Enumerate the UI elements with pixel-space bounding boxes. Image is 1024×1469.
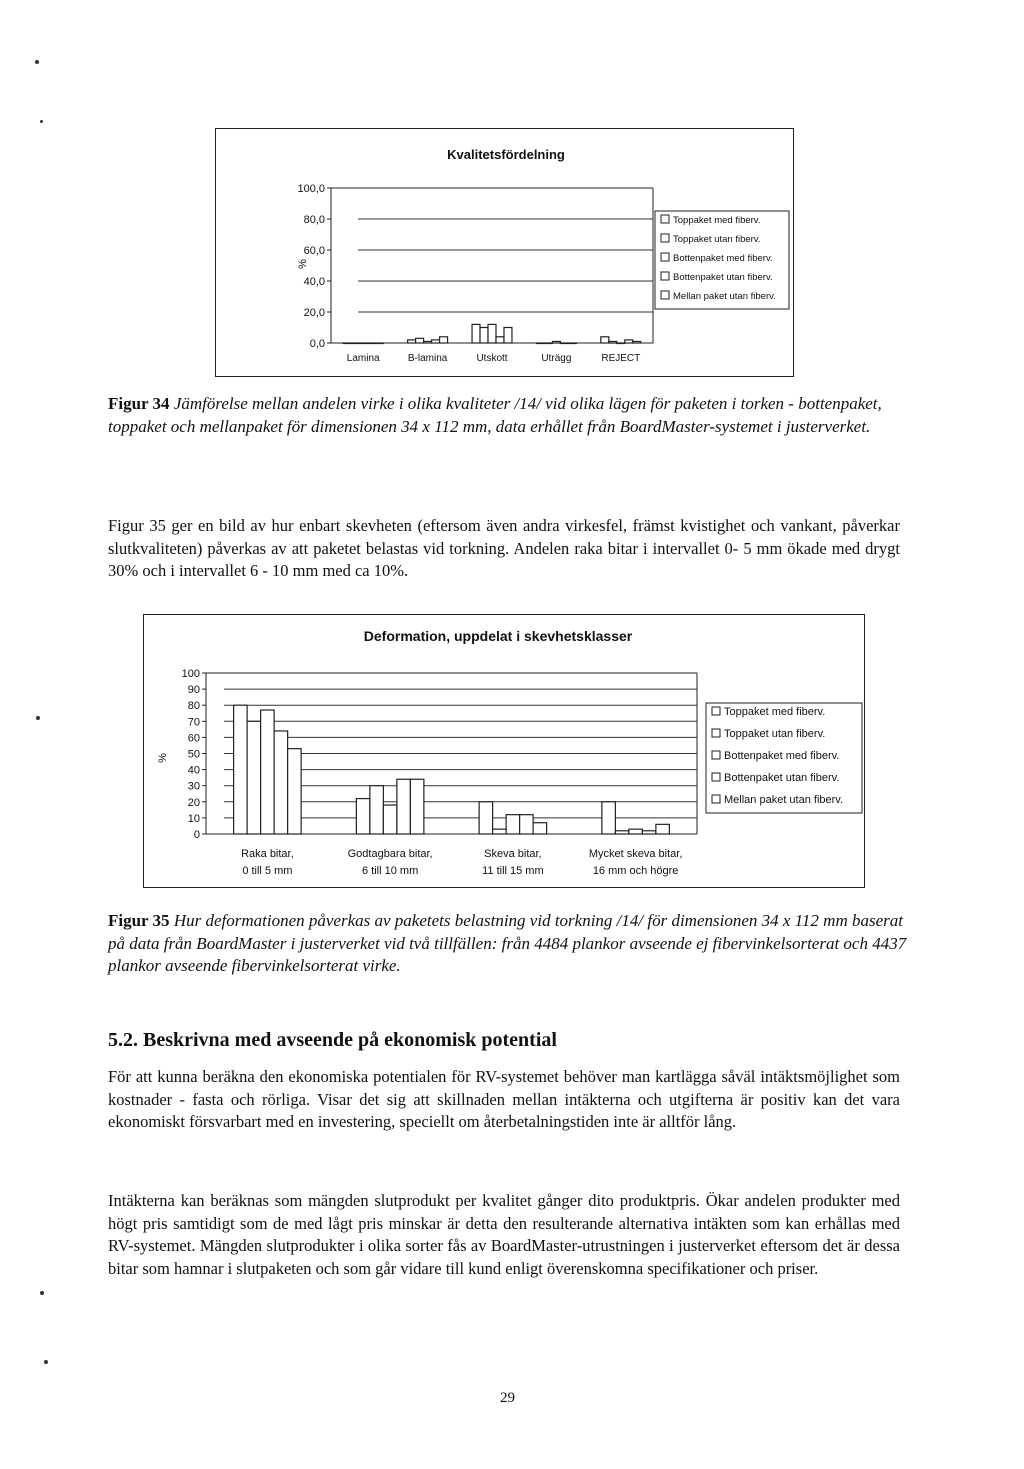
bar: [642, 831, 656, 834]
bar: [479, 802, 493, 834]
legend-swatch: [712, 707, 720, 715]
chart-title: Deformation, uppdelat i skevhetsklasser: [363, 628, 633, 644]
body-paragraph-2: För att kunna beräkna den ekonomiska potentialen för RV-systemet behöver man kartlägga såväl intäktsmöjlighet som kostnader - fasta och rörliga. Visar det sig att skillnaden mellan intäkterna och utgifterna är positiv kan det vara ekonomiskt försvarbart med en investering, speciellt om återbetalningstiden inte är alltför lång.: [108, 1067, 900, 1131]
bar: [617, 343, 625, 344]
y-tick-label: 10: [187, 812, 200, 825]
x-category-label: Skeva bitar,: [484, 848, 542, 860]
figure-34-text: Jämförelse mellan andelen virke i olika kvaliteter /14/ vid olika lägen för paketen i torken - bottenpaket, toppaket och mellanpaket för dimensionen 34 x 112 mm, data erhållet från BoardMaster-systemet i justerverket.: [108, 394, 882, 436]
x-category-label: B-lamina: [407, 353, 448, 364]
bar: [488, 324, 496, 343]
legend-swatch: [661, 234, 669, 242]
legend-swatch: [661, 215, 669, 223]
legend-swatch: [712, 795, 720, 803]
bar: [247, 721, 261, 834]
body-paragraph-3: Intäkterna kan beräknas som mängden slutprodukt per kvalitet gånger dito produktpris. Ökar andelen produkter med högt pris samtidigt som de med lågt pris minskar är detta den resulterande alternativa intäkten som kan erhållas med RV-systemet. Mängden slutprodukter i olika sorter fås av BoardMaster-utrustningen i justerverket eftersom det är dessa bitar som hamnar i slutpaketen och som går vidare till kund enligt överenskomna specifikationer och priser.: [108, 1191, 900, 1278]
y-axis-label: %: [297, 259, 309, 269]
legend-label: Bottenpaket med fiberv.: [724, 750, 840, 762]
bar: [370, 786, 384, 834]
section-heading: 5.2. Beskrivna med avseende på ekonomisk potential: [108, 1029, 557, 1051]
figure-35-caption: [108, 910, 908, 978]
x-category-label: Godtagbara bitar,: [347, 848, 433, 860]
legend-label: Toppaket med fiberv.: [673, 215, 761, 226]
bar: [602, 802, 616, 834]
legend-swatch: [661, 272, 669, 280]
scan-mark: [35, 60, 39, 64]
legend-label: Bottenpaket med fiberv.: [673, 253, 773, 264]
scan-mark: [44, 1360, 48, 1364]
chart-title: Kvalitetsfördelning: [447, 147, 565, 162]
bar: [375, 343, 383, 344]
x-category-label: 0 till 5 mm: [242, 865, 293, 877]
x-category-label: Mycket skeva bitar,: [588, 848, 683, 860]
bar: [493, 829, 507, 834]
bar: [656, 824, 670, 834]
bar: [408, 340, 416, 343]
page-number: 29: [500, 1390, 515, 1406]
legend-swatch: [661, 253, 669, 261]
bar: [506, 815, 520, 834]
y-tick-label: 90: [187, 684, 200, 697]
bar: [416, 338, 424, 343]
bar: [568, 343, 576, 344]
figure-34-caption: [108, 393, 908, 438]
bar: [397, 779, 411, 834]
bar: [234, 705, 248, 834]
x-category-label: Raka bitar,: [241, 848, 294, 860]
bar: [536, 343, 544, 344]
y-tick-label: 100,0: [297, 183, 325, 195]
deformation-chart: [143, 614, 865, 888]
y-tick-label: 0,0: [309, 338, 325, 350]
bar: [504, 328, 512, 344]
legend-label: Toppaket utan fiberv.: [673, 234, 761, 245]
y-tick-label: 30: [187, 780, 200, 793]
y-tick-label: 20,0: [303, 307, 325, 319]
legend-label: Toppaket med fiberv.: [724, 706, 826, 718]
legend-swatch: [712, 751, 720, 759]
y-tick-label: 20: [187, 796, 200, 809]
bar: [629, 829, 643, 834]
bar: [274, 731, 288, 834]
bar: [261, 710, 275, 834]
bar: [560, 343, 568, 344]
y-axis-label: %: [157, 753, 169, 763]
bar: [383, 805, 397, 834]
bar: [520, 815, 534, 834]
quality-distribution-svg: [216, 129, 793, 376]
bar: [432, 340, 440, 343]
bar: [359, 343, 367, 344]
bar: [356, 799, 370, 834]
y-tick-label: 80,0: [303, 214, 325, 226]
y-tick-label: 40: [187, 764, 200, 777]
x-category-label: 6 till 10 mm: [362, 865, 419, 877]
x-category-label: Uträgg: [541, 353, 572, 364]
bar: [615, 831, 629, 834]
scan-mark: [40, 1291, 44, 1295]
bar: [633, 341, 641, 343]
legend-label: Mellan paket utan fiberv.: [724, 794, 844, 806]
x-category-label: REJECT: [601, 353, 641, 364]
scan-mark: [40, 120, 43, 123]
bar: [533, 823, 547, 834]
bar: [410, 779, 424, 834]
bar: [472, 324, 480, 343]
x-category-label: 11 till 15 mm: [482, 865, 544, 877]
body-paragraph-1: Figur 35 ger en bild av hur enbart skevheten (eftersom även andra virkesfel, främst kvistighet och vankant, påverkar slutkvaliteten) påverkas av att paketet belastas vid torkning. Andelen raka bitar i intervallet 0- 5 mm ökade med drygt 30% och i intervallet 6 - 10 mm med ca 10%.: [108, 516, 900, 580]
x-category-label: Utskott: [476, 353, 508, 364]
bar: [480, 328, 488, 344]
figure-34-label: Figur 34: [108, 394, 170, 413]
bar: [625, 340, 633, 343]
y-tick-label: 60: [187, 732, 200, 745]
bar: [440, 337, 448, 343]
quality-distribution-chart: [215, 128, 794, 377]
x-category-label: Lamina: [346, 353, 380, 364]
y-tick-label: 70: [187, 716, 200, 729]
bar: [351, 343, 359, 344]
legend-label: Bottenpaket utan fiberv.: [673, 272, 773, 283]
legend-label: Mellan paket utan fiberv.: [673, 291, 776, 302]
legend-swatch: [661, 291, 669, 299]
figure-35-text: Hur deformationen påverkas av paketets belastning vid torkning /14/ för dimensionen 34 x 112 mm baserat på data från BoardMaster i justerverket vid två tillfällen: från 4484 plankor avseende ej fibervinkelsorterat och 4437 plankor avseende fibervinkelsorterat virke.: [108, 911, 907, 975]
bar: [367, 343, 375, 344]
bar: [601, 337, 609, 343]
figure-35-label: Figur 35: [108, 911, 170, 930]
y-tick-label: 80: [187, 700, 200, 713]
y-tick-label: 60,0: [303, 245, 325, 257]
y-tick-label: 0: [193, 829, 200, 841]
legend-label: Toppaket utan fiberv.: [724, 728, 826, 740]
legend-swatch: [712, 773, 720, 781]
legend-label: Bottenpaket utan fiberv.: [724, 772, 840, 784]
deformation-svg: [144, 615, 864, 887]
y-tick-label: 100: [181, 668, 200, 680]
bar: [552, 341, 560, 343]
bar: [609, 341, 617, 343]
legend-swatch: [712, 729, 720, 737]
bar: [288, 749, 302, 834]
y-tick-label: 40,0: [303, 276, 325, 288]
bar: [544, 343, 552, 344]
bar: [496, 337, 504, 343]
bar: [424, 341, 432, 343]
x-category-label: 16 mm och högre: [592, 865, 679, 877]
y-tick-label: 50: [187, 748, 200, 761]
bar: [343, 343, 351, 344]
scan-mark: [36, 716, 40, 720]
